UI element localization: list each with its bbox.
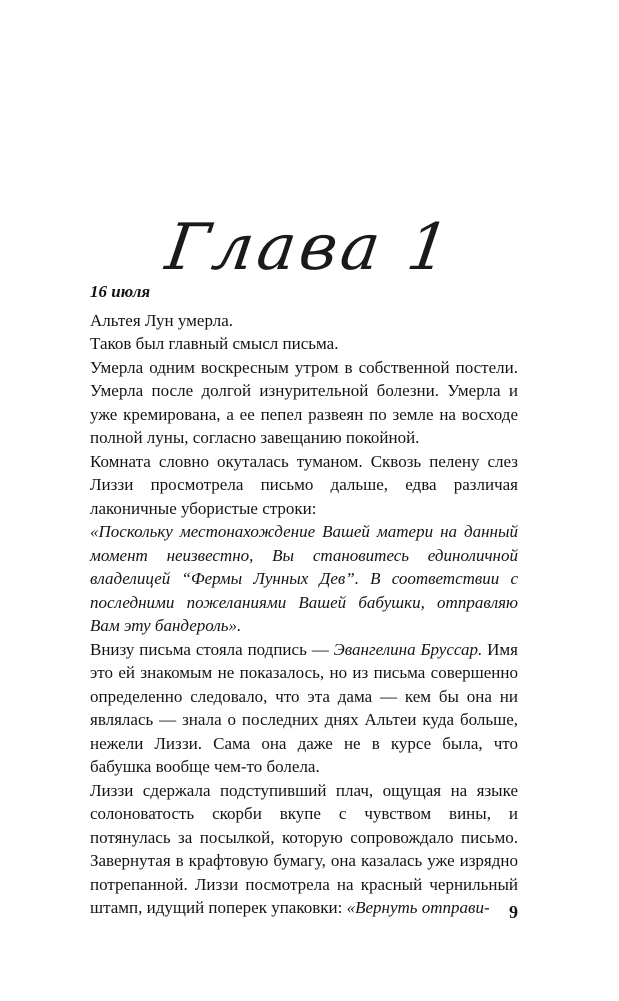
paragraph-2: Таков был главный смысл письма. [90, 334, 339, 353]
paragraph-6 [90, 638, 518, 779]
paragraph-4: Комната словно окуталась туманом. Сквозь пелену слез Лиззи просмотрела письмо дальше, едва различая лаконичные убористые строки: [90, 451, 518, 518]
stamp-text: «Вернуть отправи- [346, 898, 490, 917]
letter-quote: «Поскольку местонахождение Вашей матери на данный момент неизвестно, Вы становитесь единоличной владелицей “Фермы Лунных Дев”. В соответствии с последними пожеланиями Вашей бабушки, отправляю Вам эту бандероль». [90, 522, 518, 635]
paragraph-7-start: Лиззи сдержала подступивший плач, ощущая на языке солоноватость скорби вкупе с чувством вины, и потянулась за посылкой, которую сопровождало письмо. Завернутая в крафтовую бумагу, она казалась уже изрядно потрепанной. Лиззи посмотрела на красный чернильный штамп, идущий поперек упаковки: [90, 780, 518, 917]
page-number: 9 [509, 902, 518, 922]
paragraph-3: Умерла одним воскресным утром в собственной постели. Умерла после долгой изнурительной болезни. Умерла и уже кремирована, а ее пепел развеян по земле на восходе полной луны, согласно завещанию покойной. [90, 357, 518, 447]
paragraph-6-end: Имя это ей знакомым не показалось, но из письма совершенно определенно следовало, что эта дама — кем бы она ни являлась — знала о последних днях Альтеи куда больше, нежели Лиззи. Сама она даже не в курсе была, что бабушка вообще чем-то болела. [90, 639, 518, 776]
chapter-title: Глава 1 [161, 211, 458, 285]
diary-date: 16 июля [90, 282, 151, 301]
paragraph-7 [90, 779, 518, 920]
body-text [90, 280, 518, 920]
paragraph-1: Альтея Лун умерла. [90, 310, 233, 330]
signature-name: Эвангелина Бруссар. [333, 639, 483, 659]
paragraph-6-start: Внизу письма стояла подпись — [90, 639, 334, 659]
